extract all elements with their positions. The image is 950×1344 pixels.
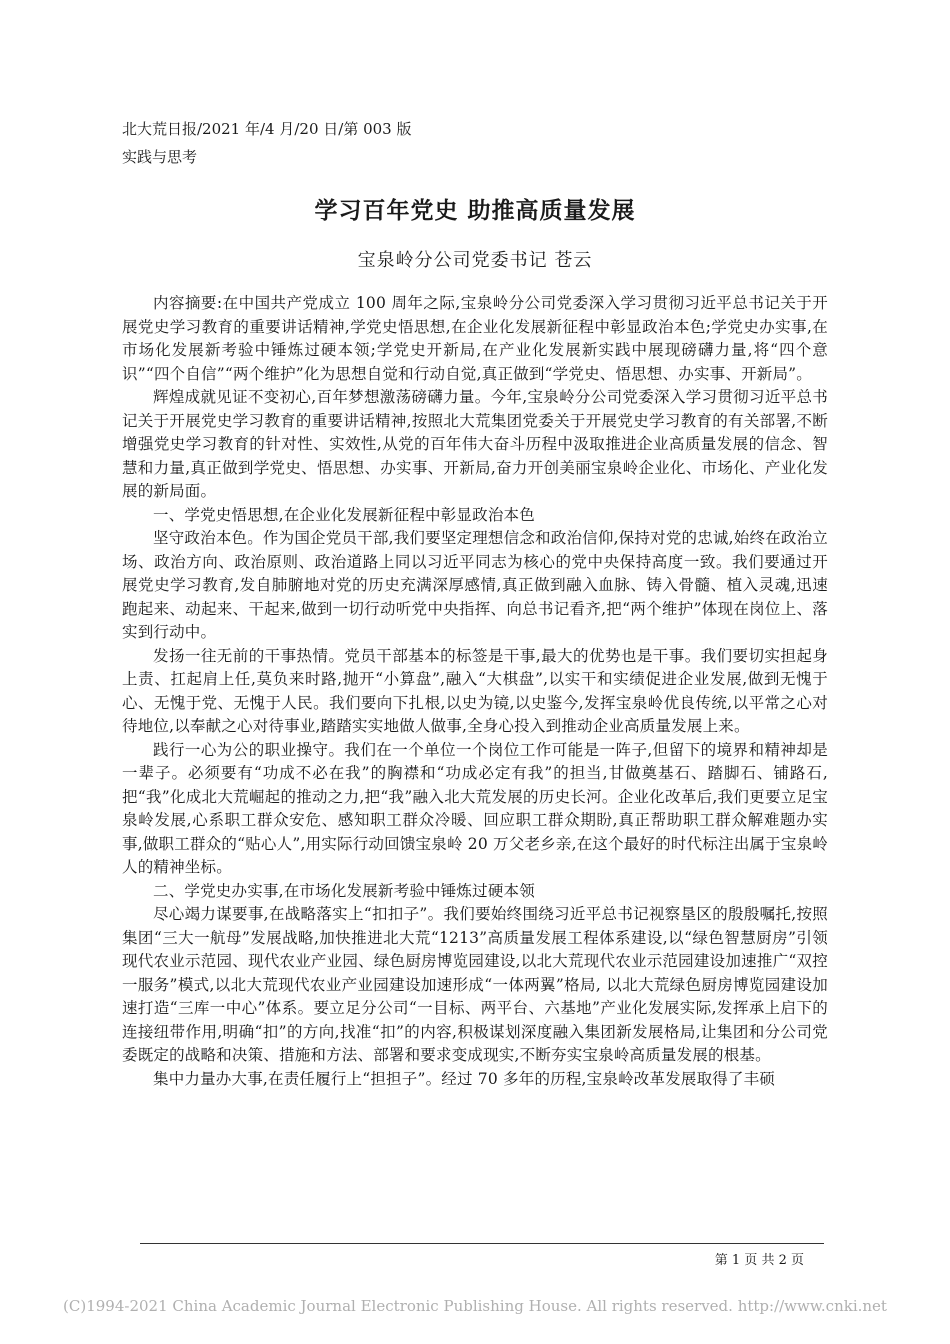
section-heading: 一、学党史悟思想,在企业化发展新征程中彰显政治本色 bbox=[153, 505, 535, 524]
body-paragraph: 发扬一往无前的干事热情。党员干部基本的标签是干事,最大的优势也是干事。我们要切实担起身上责、扛起肩上任,莫负来时路,抛开“小算盘”,融入“大棋盘”,以实干和实绩促进企业发展,做到无愧于心、无愧于党、无愧于人民。我们要向下扎根,以史为镜,以史鉴今,发挥宝泉岭优良传统,以平常之心对待地位,以奉献之心对待事业,踏踏实实地做人做事,全身心投入到推动企业高质量发展上来。 bbox=[122, 646, 828, 735]
copyright-watermark: (C)1994-2021 China Academic Journal Electronic Publishing House. All rights reserved. http://www.cnki.net bbox=[63, 1297, 887, 1315]
body-paragraph: 尽心竭力谋要事,在战略落实上“扣扣子”。我们要始终围绕习近平总书记视察垦区的殷殷嘱托,按照集团“三大一航母”发展战略,加快推进北大荒“1213”高质量发展工程体系建设,以“绿色智慧厨房”引领现代农业示范园、现代农业产业园、绿色厨房博览园建设,以北大荒现代农业示范园建设加速推广“双控一服务”模式,以北大荒现代农业产业园建设加速形成“一体两翼”格局, 以北大荒绿色厨房博览园建设加速打造“三库一中心”体系。要立足分公司“一目标、两平台、六基地”产业化发展实际,发挥承上启下的连接纽带作用,明确“扣”的方向,找准“扣”的内容,积极谋划深度融入集团新发展格局,让集团和分公司党委既定的战略和决策、措施和方法、部署和要求变成现实,不断夯实宝泉岭高质量发展的根基。 bbox=[122, 905, 828, 1064]
body-paragraph: 辉煌成就见证不变初心,百年梦想激荡磅礴力量。今年,宝泉岭分公司党委深入学习贯彻习近平总书记关于开展党史学习教育的重要讲话精神,按照北大荒集团党委关于开展党史学习教育的有关部署,不断增强党史学习教育的针对性、实效性,从党的百年伟大奋斗历程中汲取推进企业高质量发展的信念、智慧和力量,真正做到学党史、悟思想、办实事、开新局,奋力开创美丽宝泉岭企业化、市场化、产业化发展的新局面。 bbox=[122, 388, 828, 500]
body-paragraph: 坚守政治本色。作为国企党员干部,我们要坚定理想信念和政治信仰,保持对党的忠诚,始终在政治立场、政治方向、政治原则、政治道路上同以习近平同志为核心的党中央保持高度一致。我们要通过开展党史学习教育,发自肺腑地对党的历史充满深厚感情,真正做到融入血脉、铸入骨髓、植入灵魂,迅速跑起来、动起来、干起来,做到一切行动听党中央指挥、向总书记看齐,把“两个维护”体现在岗位上、落实到行动中。 bbox=[122, 529, 828, 641]
article-body bbox=[122, 292, 828, 1091]
section-heading: 二、学党史办实事,在市场化发展新考验中锤炼过硬本领 bbox=[153, 881, 535, 900]
article-header bbox=[122, 115, 412, 171]
column-name: 实践与思考 bbox=[122, 148, 198, 166]
body-paragraph: 践行一心为公的职业操守。我们在一个单位一个岗位工作可能是一阵子,但留下的境界和精神却是一辈子。必须要有“功成不必在我”的胸襟和“功成必定有我”的担当,甘做奠基石、踏脚石、铺路石,把“我”化成北大荒崛起的推动之力,把“我”融入北大荒发展的历史长河。企业化改革后,我们更要立足宝泉岭发展,心系职工群众安危、感知职工群众冷暖、回应职工群众期盼,真正帮助职工群众解难题办实事,做职工群众的“贴心人”,用实际行动回馈宝泉岭 20 万父老乡亲,在这个最好的时代标注出属于宝泉岭人的精神坐标。 bbox=[122, 740, 828, 876]
article-title: 学习百年党史 助推高质量发展 bbox=[314, 198, 636, 224]
source-line: 北大荒日报/2021 年/4 月/20 日/第 003 版 bbox=[122, 120, 412, 138]
abstract-paragraph: 内容摘要:在中国共产党成立 100 周年之际,宝泉岭分公司党委深入学习贯彻习近平总书记关于开展党史学习教育的重要讲话精神,学党史悟思想,在企业化发展新征程中彰显政治本色;学党史办实事,在市场化发展新考验中锤炼过硬本领;学党史开新局,在产业化发展新实践中展现磅礴力量,将“四个意识”“四个自信”“两个维护”化为思想自觉和行动自觉,真正做到“学党史、悟思想、办实事、开新局”。 bbox=[122, 294, 828, 383]
page-number: 第 1 页 共 2 页 bbox=[714, 1253, 804, 1268]
footer-divider bbox=[140, 1243, 824, 1244]
body-paragraph: 集中力量办大事,在责任履行上“担担子”。经过 70 多年的历程,宝泉岭改革发展取得了丰硕 bbox=[153, 1069, 776, 1088]
article-author: 宝泉岭分公司党委书记 苍云 bbox=[357, 250, 593, 271]
